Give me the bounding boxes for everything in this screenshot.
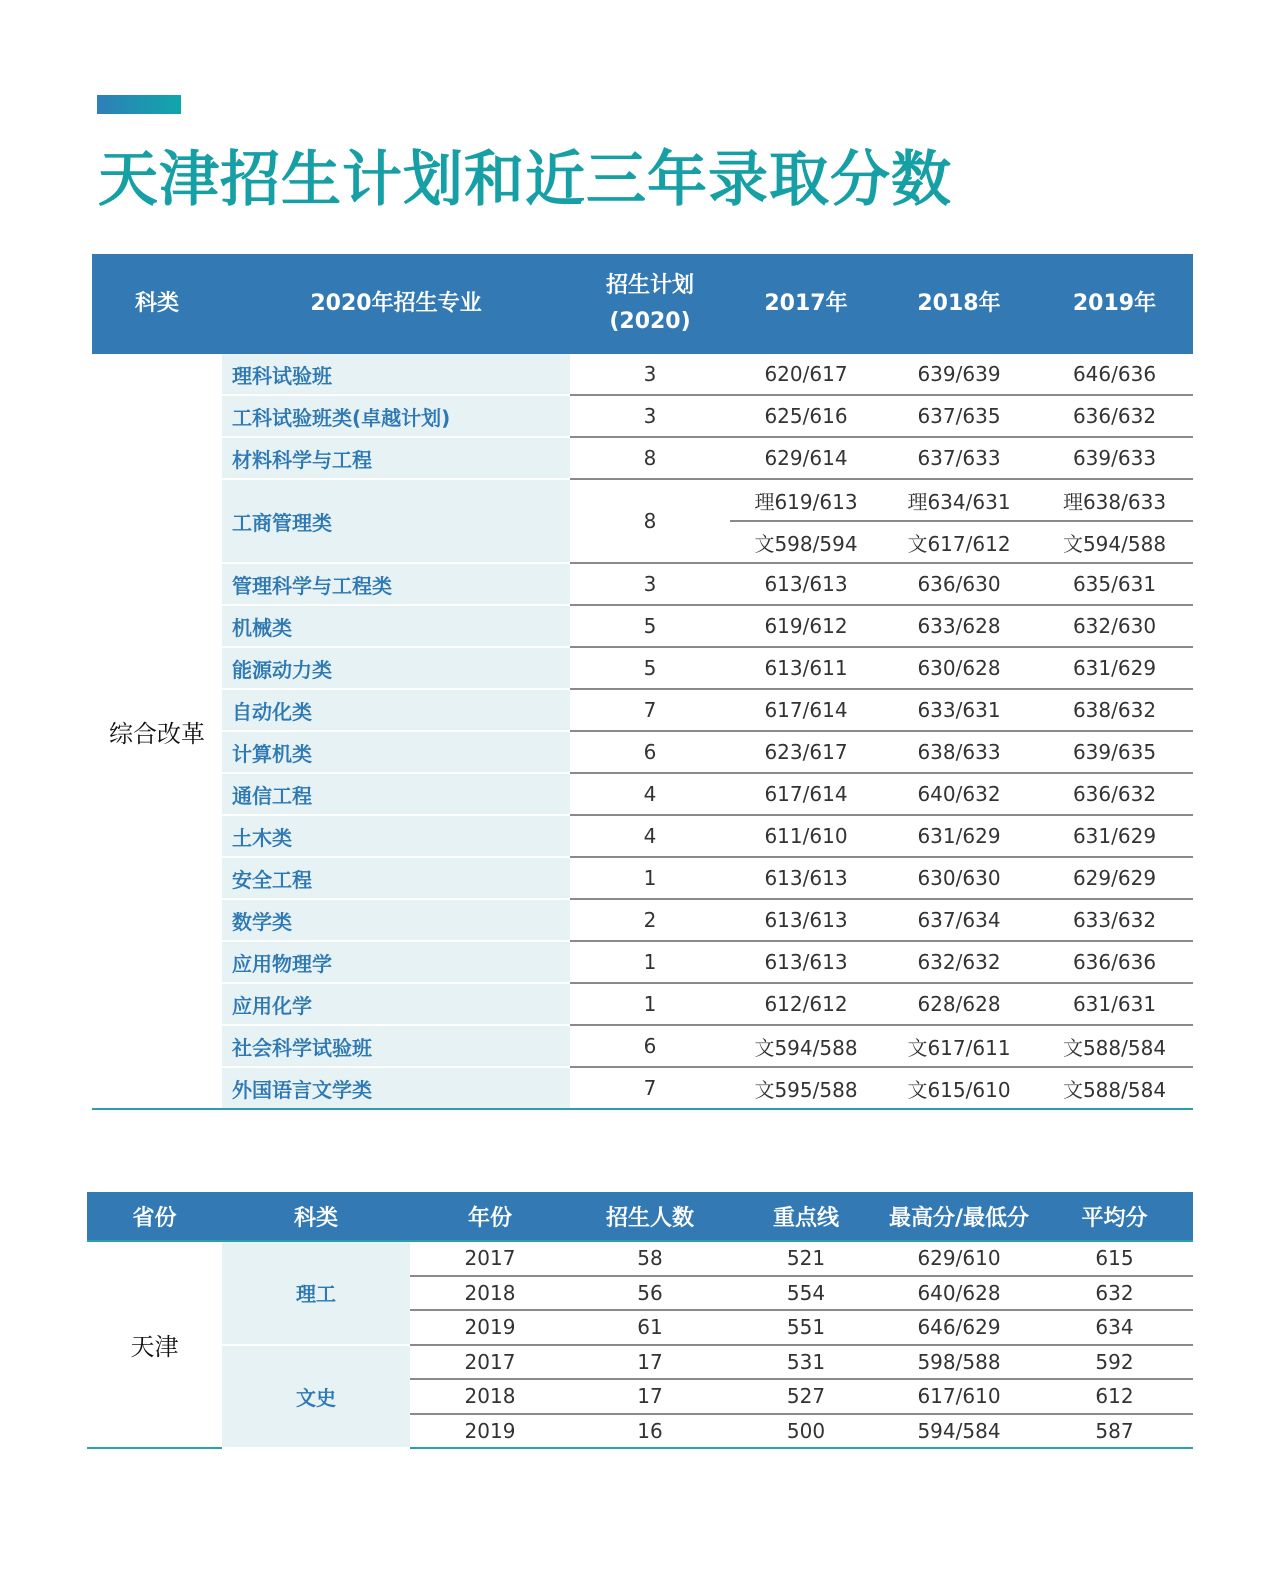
score-y2017: 611/610 bbox=[730, 815, 882, 857]
plan-count: 2 bbox=[570, 899, 730, 941]
max-min-cell: 640/628 bbox=[882, 1276, 1036, 1311]
table-row bbox=[92, 605, 1193, 647]
table-row bbox=[92, 479, 1193, 521]
score-y2018: 640/632 bbox=[882, 773, 1036, 815]
score-y2019: 631/629 bbox=[1036, 815, 1193, 857]
key-line-cell: 521 bbox=[730, 1241, 882, 1276]
score-y2019: 636/632 bbox=[1036, 395, 1193, 437]
score-y2018: 632/632 bbox=[882, 941, 1036, 983]
column-header: 2018年 bbox=[882, 254, 1036, 354]
score-y2019: 635/631 bbox=[1036, 563, 1193, 605]
score-y2017: 617/614 bbox=[730, 773, 882, 815]
subject-category: 文史 bbox=[222, 1345, 410, 1449]
score-y2018: 636/630 bbox=[882, 563, 1036, 605]
plan-count: 3 bbox=[570, 563, 730, 605]
score-y2019: 629/629 bbox=[1036, 857, 1193, 899]
score-y2019: 636/632 bbox=[1036, 773, 1193, 815]
plan-count: 8 bbox=[570, 437, 730, 479]
score-y2019: 文588/584 bbox=[1036, 1067, 1193, 1109]
score-y2017: 619/612 bbox=[730, 605, 882, 647]
province-cell: 天津 bbox=[87, 1241, 222, 1448]
score-y2018: 文615/610 bbox=[882, 1067, 1036, 1109]
plan-count: 4 bbox=[570, 773, 730, 815]
score-y2017: 625/616 bbox=[730, 395, 882, 437]
column-header: 招生计划 (2020) bbox=[570, 254, 730, 354]
score-y2018: 637/633 bbox=[882, 437, 1036, 479]
avg-cell: 634 bbox=[1036, 1310, 1193, 1345]
year-cell: 2018 bbox=[410, 1276, 570, 1311]
table-row bbox=[87, 1345, 1193, 1380]
major-name: 能源动力类 bbox=[222, 647, 570, 689]
score-y2019: 636/636 bbox=[1036, 941, 1193, 983]
plan-count: 5 bbox=[570, 647, 730, 689]
table-row bbox=[92, 1025, 1193, 1067]
column-header: 平均分 bbox=[1036, 1192, 1193, 1241]
key-line-cell: 500 bbox=[730, 1414, 882, 1449]
plan-count: 1 bbox=[570, 983, 730, 1025]
major-name: 应用化学 bbox=[222, 983, 570, 1025]
score-y2018: 639/639 bbox=[882, 354, 1036, 395]
table-row bbox=[87, 1241, 1193, 1276]
subject-category: 理工 bbox=[222, 1241, 410, 1345]
table-row bbox=[92, 647, 1193, 689]
column-header: 2017年 bbox=[730, 254, 882, 354]
score-y2017: 613/613 bbox=[730, 857, 882, 899]
score-y2018b: 文617/612 bbox=[882, 521, 1036, 563]
column-header: 年份 bbox=[410, 1192, 570, 1241]
key-line-cell: 527 bbox=[730, 1379, 882, 1414]
plan-count: 6 bbox=[570, 1025, 730, 1067]
plan-count: 6 bbox=[570, 731, 730, 773]
major-name: 社会科学试验班 bbox=[222, 1025, 570, 1067]
plan-count: 8 bbox=[570, 479, 730, 563]
score-y2019: 文588/584 bbox=[1036, 1025, 1193, 1067]
year-cell: 2019 bbox=[410, 1414, 570, 1449]
plan-count: 4 bbox=[570, 815, 730, 857]
score-y2018: 理634/631 bbox=[882, 479, 1036, 521]
score-y2019b: 文594/588 bbox=[1036, 521, 1193, 563]
major-name: 材料科学与工程 bbox=[222, 437, 570, 479]
count-cell: 17 bbox=[570, 1345, 730, 1380]
score-y2019: 646/636 bbox=[1036, 354, 1193, 395]
score-y2017: 文595/588 bbox=[730, 1067, 882, 1109]
table-row bbox=[92, 941, 1193, 983]
major-name: 数学类 bbox=[222, 899, 570, 941]
score-y2019: 631/629 bbox=[1036, 647, 1193, 689]
score-y2018: 631/629 bbox=[882, 815, 1036, 857]
tianjin-score-history-table bbox=[87, 1192, 1193, 1449]
score-y2018: 638/633 bbox=[882, 731, 1036, 773]
plan-count: 3 bbox=[570, 354, 730, 395]
score-y2018: 633/628 bbox=[882, 605, 1036, 647]
table-row bbox=[92, 1067, 1193, 1109]
key-line-cell: 551 bbox=[730, 1310, 882, 1345]
avg-cell: 587 bbox=[1036, 1414, 1193, 1449]
max-min-cell: 598/588 bbox=[882, 1345, 1036, 1380]
score-y2017b: 文598/594 bbox=[730, 521, 882, 563]
plan-count: 3 bbox=[570, 395, 730, 437]
key-line-cell: 531 bbox=[730, 1345, 882, 1380]
key-line-cell: 554 bbox=[730, 1276, 882, 1311]
score-y2017: 629/614 bbox=[730, 437, 882, 479]
table-row bbox=[92, 437, 1193, 479]
score-y2019: 631/631 bbox=[1036, 983, 1193, 1025]
score-y2017: 612/612 bbox=[730, 983, 882, 1025]
score-y2019: 638/632 bbox=[1036, 689, 1193, 731]
score-y2019: 639/633 bbox=[1036, 437, 1193, 479]
year-cell: 2019 bbox=[410, 1310, 570, 1345]
score-y2019: 632/630 bbox=[1036, 605, 1193, 647]
major-name: 安全工程 bbox=[222, 857, 570, 899]
plan-count: 7 bbox=[570, 689, 730, 731]
major-name: 工科试验班类(卓越计划) bbox=[222, 395, 570, 437]
major-name: 工商管理类 bbox=[222, 479, 570, 563]
avg-cell: 612 bbox=[1036, 1379, 1193, 1414]
table-row bbox=[92, 983, 1193, 1025]
score-y2017: 617/614 bbox=[730, 689, 882, 731]
column-header: 省份 bbox=[87, 1192, 222, 1241]
column-header: 2020年招生专业 bbox=[222, 254, 570, 354]
major-name: 理科试验班 bbox=[222, 354, 570, 395]
column-header: 2019年 bbox=[1036, 254, 1193, 354]
max-min-cell: 646/629 bbox=[882, 1310, 1036, 1345]
score-y2018: 文617/611 bbox=[882, 1025, 1036, 1067]
count-cell: 17 bbox=[570, 1379, 730, 1414]
avg-cell: 615 bbox=[1036, 1241, 1193, 1276]
score-y2017: 613/613 bbox=[730, 899, 882, 941]
score-y2018: 628/628 bbox=[882, 983, 1036, 1025]
score-y2017: 613/613 bbox=[730, 563, 882, 605]
category-cell: 综合改革 bbox=[92, 354, 222, 1109]
score-y2017: 文594/588 bbox=[730, 1025, 882, 1067]
plan-count: 7 bbox=[570, 1067, 730, 1109]
score-y2018: 630/630 bbox=[882, 857, 1036, 899]
column-header: 招生人数 bbox=[570, 1192, 730, 1241]
page-title: 天津招生计划和近三年录取分数 bbox=[98, 145, 952, 215]
plan-count: 1 bbox=[570, 857, 730, 899]
avg-cell: 632 bbox=[1036, 1276, 1193, 1311]
count-cell: 58 bbox=[570, 1241, 730, 1276]
score-y2017: 620/617 bbox=[730, 354, 882, 395]
year-cell: 2018 bbox=[410, 1379, 570, 1414]
table-row bbox=[92, 731, 1193, 773]
table-row bbox=[92, 395, 1193, 437]
table-row bbox=[92, 689, 1193, 731]
major-name: 外国语言文学类 bbox=[222, 1067, 570, 1109]
max-min-cell: 594/584 bbox=[882, 1414, 1036, 1449]
count-cell: 16 bbox=[570, 1414, 730, 1449]
table-row bbox=[92, 773, 1193, 815]
score-y2019: 633/632 bbox=[1036, 899, 1193, 941]
score-y2017: 623/617 bbox=[730, 731, 882, 773]
column-header: 最高分/最低分 bbox=[882, 1192, 1036, 1241]
score-y2018: 637/635 bbox=[882, 395, 1036, 437]
column-header: 科类 bbox=[92, 254, 222, 354]
year-cell: 2017 bbox=[410, 1241, 570, 1276]
major-name: 机械类 bbox=[222, 605, 570, 647]
year-cell: 2017 bbox=[410, 1345, 570, 1380]
table-row bbox=[92, 899, 1193, 941]
max-min-cell: 629/610 bbox=[882, 1241, 1036, 1276]
admission-plan-table bbox=[92, 254, 1193, 1110]
score-y2017: 理619/613 bbox=[730, 479, 882, 521]
score-y2018: 633/631 bbox=[882, 689, 1036, 731]
column-header: 科类 bbox=[222, 1192, 410, 1241]
table-row bbox=[92, 815, 1193, 857]
major-name: 应用物理学 bbox=[222, 941, 570, 983]
score-y2019: 理638/633 bbox=[1036, 479, 1193, 521]
major-name: 土木类 bbox=[222, 815, 570, 857]
avg-cell: 592 bbox=[1036, 1345, 1193, 1380]
table-row bbox=[92, 354, 1193, 395]
table-row bbox=[92, 857, 1193, 899]
count-cell: 56 bbox=[570, 1276, 730, 1311]
count-cell: 61 bbox=[570, 1310, 730, 1345]
score-y2018: 630/628 bbox=[882, 647, 1036, 689]
major-name: 通信工程 bbox=[222, 773, 570, 815]
plan-count: 1 bbox=[570, 941, 730, 983]
column-header: 重点线 bbox=[730, 1192, 882, 1241]
max-min-cell: 617/610 bbox=[882, 1379, 1036, 1414]
table-row bbox=[92, 563, 1193, 605]
score-y2018: 637/634 bbox=[882, 899, 1036, 941]
score-y2017: 613/613 bbox=[730, 941, 882, 983]
plan-count: 5 bbox=[570, 605, 730, 647]
score-y2019: 639/635 bbox=[1036, 731, 1193, 773]
major-name: 管理科学与工程类 bbox=[222, 563, 570, 605]
score-y2017: 613/611 bbox=[730, 647, 882, 689]
title-accent-bar bbox=[97, 95, 181, 114]
major-name: 自动化类 bbox=[222, 689, 570, 731]
major-name: 计算机类 bbox=[222, 731, 570, 773]
